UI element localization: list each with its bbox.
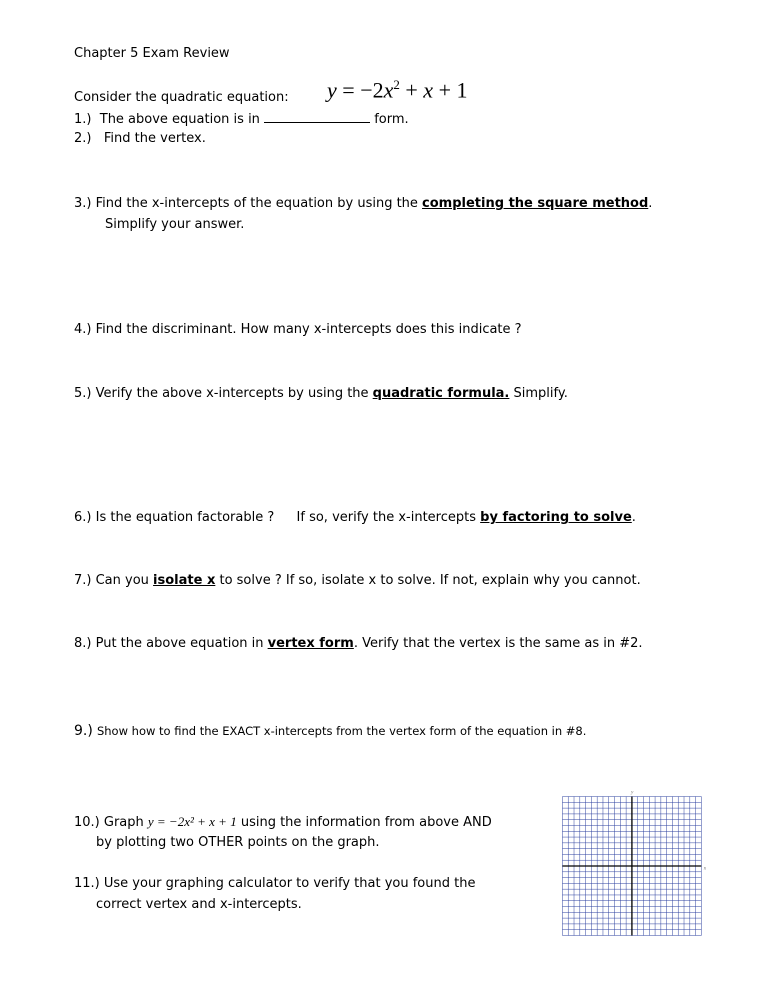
- q6-suffix: .: [631, 510, 636, 525]
- question-9: [74, 723, 586, 739]
- q5-prefix: 5.) Verify the above x-intercepts by using the: [74, 386, 373, 401]
- question-2: [74, 131, 206, 146]
- q7-emphasis: isolate x: [153, 573, 216, 588]
- eq-equals: =: [336, 77, 361, 103]
- q10-equation: y = −2x² + x + 1: [147, 814, 237, 829]
- q2-text: Find the vertex.: [103, 131, 206, 146]
- eq-x2: x: [423, 77, 434, 103]
- eq-plus1: +: [399, 77, 424, 103]
- eq-minus: −: [360, 77, 373, 103]
- q1-after: form.: [374, 112, 409, 127]
- eq-exp: 2: [393, 77, 400, 92]
- x-axis-label: x: [703, 866, 707, 872]
- q10-suffix: using the information from above AND: [236, 815, 492, 830]
- q8-suffix: . Verify that the vertex is the same as in #2.: [353, 636, 643, 651]
- q3-suffix: .: [648, 196, 653, 211]
- q3-emphasis: completing the square method: [422, 196, 649, 211]
- q8-emphasis: vertex form: [267, 636, 354, 651]
- question-6: [74, 510, 636, 525]
- eq-y: y: [327, 77, 337, 103]
- quadratic-equation: [327, 77, 467, 103]
- eq-plus2: + 1: [433, 77, 468, 103]
- eq-x: x: [383, 77, 394, 103]
- question-3: [74, 196, 652, 211]
- question-7: [74, 573, 641, 588]
- q10-prefix: 10.) Graph: [74, 815, 148, 830]
- q6-part2: If so, verify the x-intercepts: [296, 510, 481, 525]
- q7-suffix: to solve ? If so, isolate x to solve. If not, explain why you cannot.: [215, 573, 641, 588]
- question-5: [74, 386, 568, 401]
- q6-part1: 6.) Is the equation factorable ?: [74, 510, 275, 525]
- q5-suffix: Simplify.: [509, 386, 568, 401]
- q1-text: The above equation is in: [99, 112, 260, 127]
- question-10: [74, 814, 492, 830]
- q7-prefix: 7.) Can you: [74, 573, 154, 588]
- question-1: [74, 110, 409, 127]
- q2-number: 2.): [74, 131, 92, 146]
- q9-number: 9.): [74, 723, 93, 739]
- q8-prefix: 8.) Put the above equation in: [74, 636, 268, 651]
- q6-emphasis: by factoring to solve: [480, 510, 632, 525]
- question-4: 4.) Find the discriminant. How many x-intercepts does this indicate ?: [74, 322, 522, 337]
- coordinate-grid[interactable]: [546, 790, 726, 960]
- document-title: Chapter 5 Exam Review: [74, 46, 230, 61]
- question-10-line2: by plotting two OTHER points on the graph.: [96, 835, 380, 850]
- q3-prefix: 3.) Find the x-intercepts of the equation by using the: [74, 196, 423, 211]
- eq-coef: 2: [372, 77, 384, 103]
- question-8: [74, 636, 643, 651]
- q5-emphasis: quadratic formula.: [372, 386, 510, 401]
- intro-text: Consider the quadratic equation:: [74, 90, 289, 105]
- question-3-line2: Simplify your answer.: [105, 217, 245, 232]
- q9-text: Show how to find the EXACT x-intercepts from the vertex form of the equation in #8.: [96, 724, 587, 738]
- y-axis-label: y: [631, 790, 634, 796]
- q1-answer-blank[interactable]: [264, 110, 370, 123]
- question-11: 11.) Use your graphing calculator to verify that you found the: [74, 876, 476, 891]
- question-11-line2: correct vertex and x-intercepts.: [96, 897, 302, 912]
- q1-number: 1.): [74, 112, 92, 127]
